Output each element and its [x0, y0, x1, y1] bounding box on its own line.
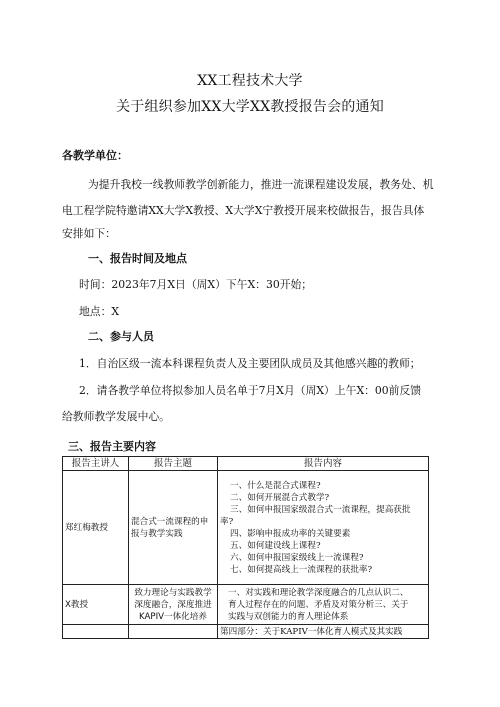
- topic-line: 深度融合，深度推进: [134, 599, 212, 610]
- content-cell: [218, 471, 429, 585]
- topic-line: KAPIV一体化培养: [139, 611, 207, 622]
- university-title: XX工程技术大学: [197, 73, 303, 89]
- content-line: 二、如何开展混合式教学?: [230, 492, 330, 503]
- notice-title: 关于组织参加XX大学XX教授报告会的通知: [116, 99, 384, 115]
- header-topic: 报告主题: [129, 457, 218, 471]
- speaker-cell: [63, 625, 129, 639]
- participants-item-2-line-2: 给教师教学发展中心。: [62, 410, 170, 423]
- table-row: [63, 471, 429, 585]
- section-heading-participants: 二、参与人员: [88, 330, 154, 343]
- topic-line: 混合式一流课程的申: [131, 516, 209, 527]
- content-line: 一、什么是混合式课程?: [230, 480, 321, 491]
- topic-cell: [129, 585, 218, 625]
- section-heading-content: 三、报告主要内容: [68, 440, 156, 453]
- content-line: 七、如何提高线上一流课程的获批率?: [230, 564, 373, 575]
- topic-cell: [129, 471, 218, 585]
- content-line: 第四部分：关于KAPIV一体化育人模式及其实践: [220, 626, 403, 637]
- content-cell: [218, 625, 429, 639]
- content-line: 实践与双创能力的育人理论体系: [228, 611, 349, 622]
- content-line: 五、如何建设线上课程?: [230, 540, 321, 551]
- table-row: [63, 585, 429, 625]
- content-line: 率?: [220, 516, 234, 527]
- topic-cell: [129, 625, 218, 639]
- intro-line-3: 安排如下：: [62, 227, 116, 240]
- table-row: [63, 625, 429, 639]
- report-table: [62, 456, 429, 639]
- table-header-row: [63, 457, 429, 471]
- participants-item-1: 1．自治区级一流本科课程负责人及主要团队成员及其他感兴趣的教师；: [79, 357, 421, 370]
- content-cell: [218, 585, 429, 625]
- intro-line-1: 为提升我校一线教师教学创新能力，推进一流课程建设发展，教务处、机: [88, 178, 434, 191]
- header-content: 报告内容: [218, 457, 429, 471]
- content-line: 育人过程存在的问题、矛盾及对策分析三、关于: [228, 599, 409, 610]
- content-line: 一、对实践和理论教学深度融合的几点认识二、: [228, 587, 409, 598]
- salutation: 各教学单位：: [62, 149, 128, 162]
- header-speaker: 报告主讲人: [63, 457, 129, 471]
- participants-item-2-line-1: 2．请各教学单位将拟参加人员名单于7月X月（周X）上午X：00前反馈: [79, 384, 422, 397]
- speaker-cell: 郑红梅教授: [63, 471, 129, 585]
- content-line: 六、如何申报国家级线上一流课程?: [230, 552, 364, 563]
- content-line: 四、影响申报成功率的关键要素: [230, 528, 351, 539]
- topic-line: 致力理论与实践教学: [134, 587, 212, 598]
- topic-line: 报与教学实践: [131, 528, 183, 539]
- speaker-cell: X教授: [63, 585, 129, 625]
- section-heading-time-place: 一、报告时间及地点: [88, 252, 187, 265]
- place-line: 地点：X: [79, 305, 120, 318]
- content-line: 三、如何申报国家级混合式一流课程，提高获批: [230, 504, 411, 515]
- intro-line-2: 电工程学院特邀请XX大学X教授、X大学X宁教授开展来校做报告，报告具体: [62, 204, 425, 217]
- time-line: 时间：2023年7月X日（周X）下午X：30开始；: [79, 278, 313, 291]
